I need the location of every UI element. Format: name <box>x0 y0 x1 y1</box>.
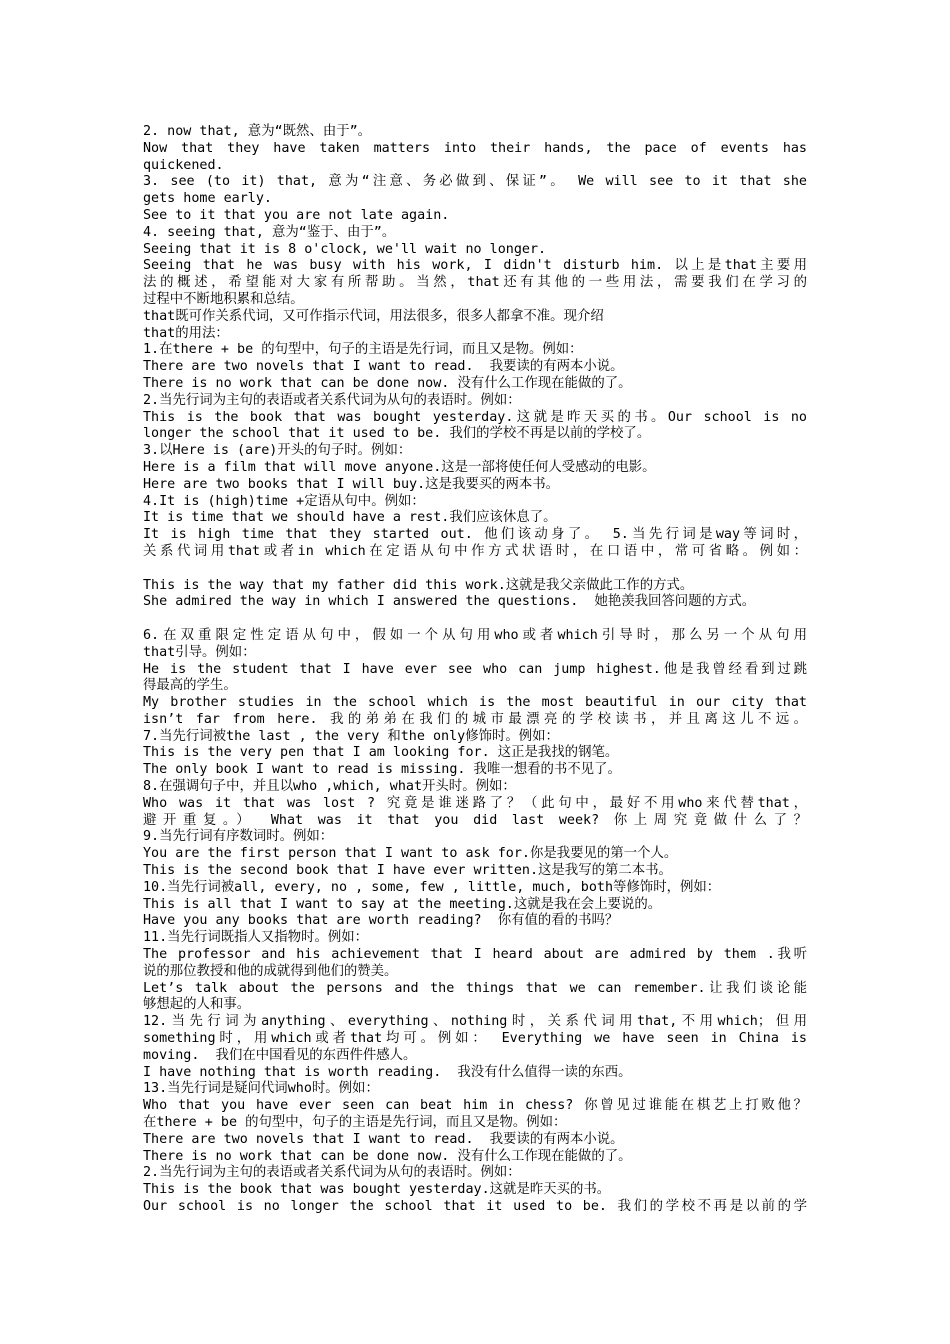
document-page <box>143 124 807 1216</box>
text-line: quickened. <box>143 157 224 173</box>
text-line: Seeing that it is 8 o'clock, we'll wait no longer. <box>143 241 547 257</box>
text-line: This is all that I want to say at the meeting.这就是我在会上要说的。 <box>143 896 662 912</box>
text-line: 3.以Here is (are)开头的句子时。例如： <box>143 443 412 459</box>
text-line: that引导。例如： <box>143 644 256 660</box>
text-line: that的用法： <box>143 325 229 341</box>
text-line: 8.在强调句子中，并且以who ,which, what开头时。例如： <box>143 779 516 795</box>
text-line: 3. see (to it) that, 意为“注意、务必做到、保证”。 We will see to it that she <box>143 174 807 190</box>
text-line: that既可作关系代词，又可作指示代词，用法很多，很多人都拿不准。现介绍 <box>143 308 604 324</box>
text-line: moving. 我们在中国看见的东西件件感人。 <box>143 1047 417 1063</box>
text-line: This is the very pen that I am looking for. 这正是我找的钢笔。 <box>143 745 619 761</box>
text-line: 11.当先行词既指人又指物时。例如： <box>143 930 369 946</box>
text-line: gets home early. <box>143 191 272 207</box>
text-line: Now that they have taken matters into their hands, the pace of events has <box>143 140 807 156</box>
text-line: Who was it that was lost ? 究竟是谁迷路了？（此句中，最好不用who来代替that， <box>143 795 807 811</box>
text-line: longer the school that it used to be. 我们的学校不再是以前的学校了。 <box>143 426 651 442</box>
blank-line <box>143 561 807 578</box>
text-line: 12.当先行词为anything、everything、nothing时，关系代词用that,不用which；但用 <box>143 1014 807 1030</box>
text-line: There are two novels that I want to read. 我要读的有两本小说。 <box>143 1131 624 1147</box>
text-line: 4.It is (high)time +定语从句中。例如： <box>143 493 425 509</box>
text-line: Have you any books that are worth reading? 你有值的看的书吗？ <box>143 913 619 929</box>
text-line: 2.当先行词为主句的表语或者关系代词为从句的表语时。例如： <box>143 392 521 408</box>
text-line: It is high time that they started out. 他们该动身了。 5.当先行词是way等词时， <box>143 527 807 543</box>
text-line: 过程中不断地积累和总结。 <box>143 291 304 307</box>
text-line: See to it that you are not late again. <box>143 207 450 223</box>
text-line: 4. seeing that, 意为“鉴于、由于”。 <box>143 224 396 240</box>
text-line: There are two novels that I want to read. 我要读的有两本小说。 <box>143 359 624 375</box>
text-line: Our school is no longer the school that it used to be. 我们的学校不再是以前的学 <box>143 1199 807 1214</box>
text-line: something时，用which或者that均可。例如： Everything we have seen in China is <box>143 1031 807 1047</box>
text-line: I have nothing that is worth reading. 我没有什么值得一读的东西。 <box>143 1064 632 1080</box>
text-line: 10.当先行词被all, every, no , some, few , little, much, both等修饰时，例如： <box>143 879 721 895</box>
text-line: 9.当先行词有序数词时。例如： <box>143 829 334 845</box>
text-line: Here are two books that I will buy.这是我要买的两本书。 <box>143 476 560 492</box>
text-line: It is time that we should have a rest.我们应该休息了。 <box>143 510 557 526</box>
text-line: 说的那位教授和他的成就得到他们的赞美。 <box>143 963 398 979</box>
text-line: 在there + be 的句型中，句子的主语是先行词，而且又是物。例如： <box>143 1115 567 1131</box>
text-line: You are the first person that I want to ask for.你是我要见的第一个人。 <box>143 846 678 862</box>
text-line: There is no work that can be done now. 没有什么工作现在能做的了。 <box>143 1148 632 1164</box>
text-line: 够想起的人和事。 <box>143 997 251 1013</box>
text-line: 避开重复。） What was it that you did last week? 你上周究竟做什么了？ <box>143 812 807 828</box>
text-line: Let’s talk about the persons and the things that we can remember.让我们谈论能 <box>143 980 807 996</box>
text-line: This is the second book that I have ever written.这是我写的第二本书。 <box>143 863 672 879</box>
text-line: She admired the way in which I answered the questions. 她艳羡我回答问题的方式。 <box>143 594 756 610</box>
blank-line <box>143 611 807 628</box>
text-line: This is the way that my father did this work.这就是我父亲做此工作的方式。 <box>143 577 694 593</box>
text-line: This is the book that was bought yesterday.这就是昨天买的书。Our school is no <box>143 409 807 425</box>
text-line: 得最高的学生。 <box>143 678 237 694</box>
text-line: isn’t far from here. 我的弟弟在我们的城市最漂亮的学校读书，并且离这儿不远。 <box>143 711 807 727</box>
text-line: The only book I want to read is missing. 我唯一想看的书不见了。 <box>143 762 621 778</box>
text-line: 13.当先行词是疑问代词who时。例如： <box>143 1081 379 1097</box>
text-line: 2.当先行词为主句的表语或者关系代词为从句的表语时。例如： <box>143 1165 521 1181</box>
text-line: 法的概述，希望能对大家有所帮助。当然，that还有其他的一些用法，需要我们在学习的 <box>143 275 807 291</box>
text-line: My brother studies in the school which is the most beautiful in our city that <box>143 695 807 711</box>
text-line: 6.在双重限定性定语从句中，假如一个从句用who或者which引导时，那么另一个从句用 <box>143 627 807 643</box>
text-line: Here is a film that will move anyone.这是一部将使任何人受感动的电影。 <box>143 459 656 475</box>
text-line: There is no work that can be done now. 没有什么工作现在能做的了。 <box>143 375 632 391</box>
text-line: 7.当先行词被the last , the very 和the only修饰时。例如： <box>143 728 559 744</box>
text-line: The professor and his achievement that I heard about are admired by them .我听 <box>143 947 807 963</box>
text-line: He is the student that I have ever see who can jump highest.他是我曾经看到过跳 <box>143 661 807 677</box>
text-line: Who that you have ever seen can beat him in chess? 你曾见过谁能在棋艺上打败他？ <box>143 1098 807 1114</box>
text-line: Seeing that he was busy with his work, I didn't disturb him. 以上是that主要用 <box>143 258 807 274</box>
text-line: 关系代词用that或者in which在定语从句中作方式状语时，在口语中，常可省略。例如： <box>143 543 807 559</box>
text-line: This is the book that was bought yesterday.这就是昨天买的书。 <box>143 1182 611 1198</box>
text-line: 1.在there + be 的句型中，句子的主语是先行词，而且又是物。例如： <box>143 342 583 358</box>
text-line: 2. now that, 意为“既然、由于”。 <box>143 124 372 139</box>
